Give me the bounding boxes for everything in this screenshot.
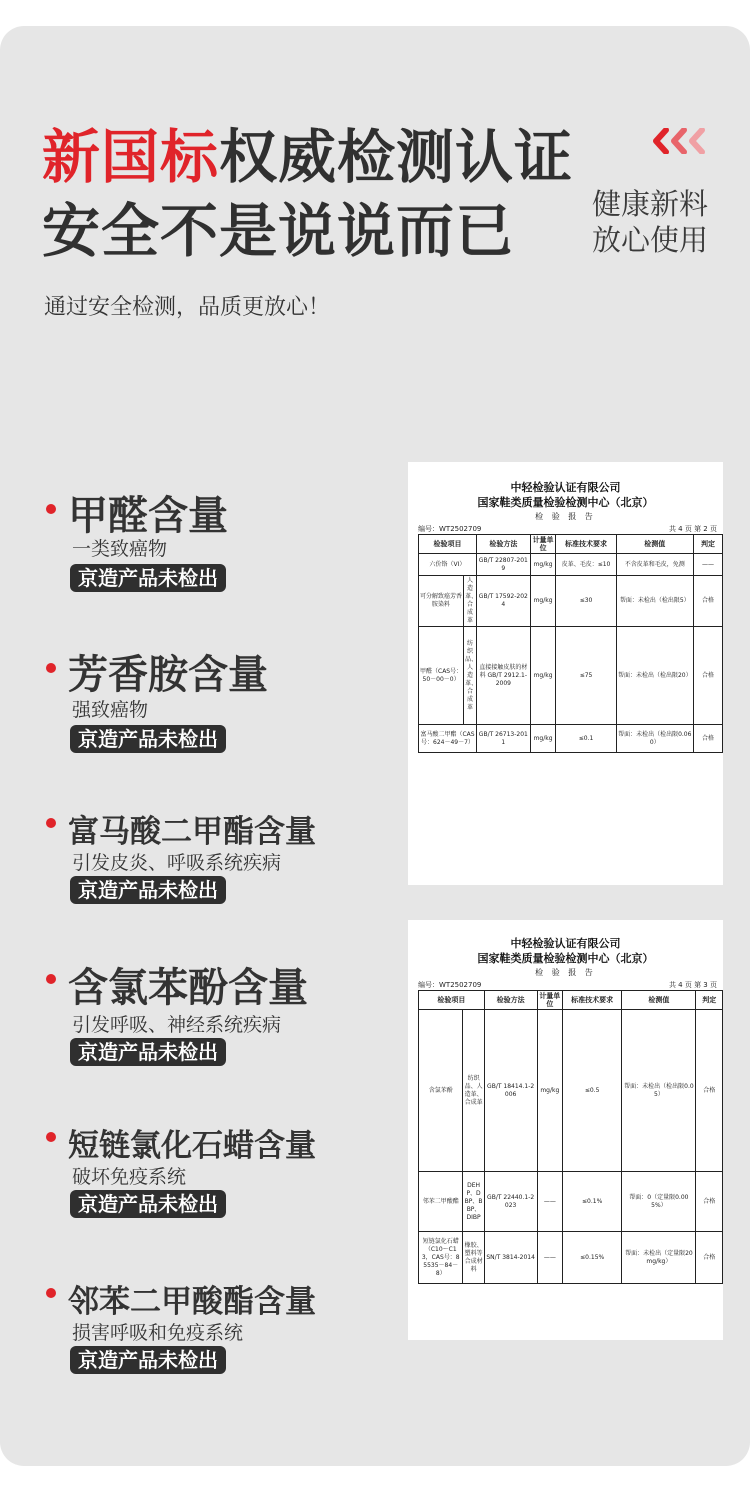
headline-line2: 安全不是说说而已	[42, 197, 515, 265]
report-table	[418, 990, 723, 1284]
cell-method: GB/T 18414.1-2006	[484, 1010, 537, 1172]
cell-judgement: 合格	[696, 1172, 723, 1232]
cell-requirement: ≤75	[556, 627, 616, 725]
table-header-row	[419, 991, 723, 1010]
cell-value: 帮面：未检出（定量限20mg/kg）	[622, 1232, 696, 1284]
column-header: 检验项目	[419, 535, 477, 554]
item-desc: 引发呼吸、神经系统疾病	[72, 1014, 282, 1036]
column-header: 检验方法	[476, 535, 530, 554]
table-row	[419, 1010, 723, 1172]
cell-method: GB/T 22807-2019	[476, 554, 530, 576]
cell-method: GB/T 22440.1-2023	[484, 1172, 537, 1232]
item-title: 芳香胺含量	[68, 652, 268, 698]
tagline: 通过安全检测，品质更放心！	[44, 295, 331, 320]
cell-sub: 纺织品、人造革、合成革	[463, 1010, 484, 1172]
column-header: 标准技术要求	[556, 535, 616, 554]
column-header: 检验方法	[484, 991, 537, 1010]
cell-requirement: ≤30	[556, 576, 616, 627]
table-row	[419, 554, 723, 576]
table-row	[419, 1232, 723, 1284]
item-title: 邻苯二甲酸酯含量	[68, 1284, 316, 1320]
report-title: 检 验 报 告	[535, 512, 596, 521]
cell-requirement: 皮革、毛皮：≤10	[556, 554, 616, 576]
cell-sub: DEHP、DBP、BBP、DIBP	[463, 1172, 484, 1232]
column-header: 计量单位	[530, 535, 556, 554]
cell-judgement: ——	[693, 554, 722, 576]
cell-method: GB/T 26713-2011	[476, 725, 530, 753]
cell-unit: mg/kg	[530, 725, 556, 753]
report-number: 编号：WT2502709	[418, 981, 482, 989]
item-desc: 损害呼吸和免疫系统	[72, 1322, 244, 1344]
headline-highlight: 新国标	[42, 123, 220, 191]
table-header-row	[419, 535, 723, 554]
status-badge: 京造产品未检出	[70, 564, 226, 592]
cell-unit: ——	[537, 1172, 562, 1232]
side-note	[592, 186, 708, 258]
cell-judgement: 合格	[696, 1010, 723, 1172]
table-row	[419, 725, 723, 753]
cell-judgement: 合格	[693, 725, 722, 753]
test-report-document	[408, 920, 723, 1340]
headline-rest: 权威检测认证	[219, 123, 574, 191]
cell-value: 帮面：未检出（检出限5）	[616, 576, 693, 627]
report-meta	[408, 980, 723, 990]
cell-item: 六价铬（VI）	[419, 554, 477, 576]
column-header: 判定	[696, 991, 723, 1010]
column-header: 检测值	[616, 535, 693, 554]
status-badge: 京造产品未检出	[70, 1038, 226, 1066]
cell-sub: 橡胶、塑料等合成材料	[463, 1232, 484, 1284]
report-meta	[408, 524, 723, 534]
status-badge: 京造产品未检出	[70, 876, 226, 904]
item-title: 甲醛含量	[68, 493, 228, 539]
headline	[42, 120, 573, 268]
item-desc: 破坏免疫系统	[72, 1166, 187, 1188]
cell-item: 含氯苯酚	[419, 1010, 463, 1172]
cell-requirement: ≤0.15%	[563, 1232, 622, 1284]
report-center: 国家鞋类质量检验检测中心（北京）	[477, 496, 654, 509]
bullet-dot	[46, 663, 56, 673]
bullet-dot	[46, 974, 56, 984]
column-header: 检验项目	[419, 991, 485, 1010]
status-badge: 京造产品未检出	[70, 725, 226, 753]
cell-item: 可分解致癌芳香胺染料	[419, 576, 464, 627]
report-center: 国家鞋类质量检验检测中心（北京）	[477, 952, 654, 965]
cell-requirement: ≤0.1	[556, 725, 616, 753]
item-desc: 引发皮炎、呼吸系统疾病	[72, 852, 282, 874]
cell-unit: mg/kg	[537, 1010, 562, 1172]
cell-sub: 纺织品、人造革、合成革	[464, 627, 477, 725]
cell-requirement: ≤0.1%	[563, 1172, 622, 1232]
cell-method: 直接接触皮肤的材料 GB/T 2912.1-2009	[476, 627, 530, 725]
column-header: 计量单位	[537, 991, 562, 1010]
status-badge: 京造产品未检出	[70, 1346, 226, 1374]
item-desc: 一类致癌物	[72, 538, 168, 560]
table-row	[419, 1172, 723, 1232]
side-note-line2: 放心使用	[592, 223, 709, 257]
cell-unit: mg/kg	[530, 554, 556, 576]
report-org: 中轻检验认证有限公司	[510, 481, 621, 494]
cell-judgement: 合格	[693, 627, 722, 725]
cell-item: 甲醛（CAS号：50－00－0）	[419, 627, 464, 725]
report-org: 中轻检验认证有限公司	[510, 937, 621, 950]
cell-item: 短链氯化石蜡（C10～C13，CAS号：85535－84－8）	[419, 1232, 463, 1284]
cell-judgement: 合格	[696, 1232, 723, 1284]
item-title: 短链氯化石蜡含量	[68, 1128, 316, 1164]
bullet-dot	[46, 1132, 56, 1142]
item-desc: 强致癌物	[72, 699, 149, 721]
bullet-dot	[46, 1288, 56, 1298]
cell-value: 帮面：未检出（检出限0.060）	[616, 725, 693, 753]
column-header: 判定	[693, 535, 722, 554]
report-table	[418, 534, 723, 753]
chevron-left-icon	[650, 128, 714, 154]
cell-requirement: ≤0.5	[563, 1010, 622, 1172]
report-page: 共 4 页 第 2 页	[668, 525, 717, 533]
cell-judgement: 合格	[693, 576, 722, 627]
report-number: 编号：WT2502709	[418, 525, 482, 533]
status-badge: 京造产品未检出	[70, 1190, 226, 1218]
cell-value: 帮面：未检出（检出限0.05）	[622, 1010, 696, 1172]
cell-value: 帮面：0（定量限0.005%）	[622, 1172, 696, 1232]
cell-sub: 人造革、合成革	[464, 576, 477, 627]
table-row	[419, 627, 723, 725]
table-row	[419, 576, 723, 627]
cell-unit: mg/kg	[530, 627, 556, 725]
side-note-line1: 健康新料	[592, 187, 709, 221]
report-title: 检 验 报 告	[535, 968, 596, 977]
bullet-dot	[46, 504, 56, 514]
column-header: 检测值	[622, 991, 696, 1010]
cell-value: 帮面：未检出（检出限20）	[616, 627, 693, 725]
cell-unit: ——	[537, 1232, 562, 1284]
cell-value: 不含皮革和毛皮，免测	[616, 554, 693, 576]
test-report-document	[408, 462, 723, 885]
cell-method: SN/T 3814-2014	[484, 1232, 537, 1284]
bullet-dot	[46, 818, 56, 828]
column-header: 标准技术要求	[563, 991, 622, 1010]
cell-item: 富马酸二甲酯（CAS号：624－49－7）	[419, 725, 477, 753]
cell-item: 邻苯二甲酸酯	[419, 1172, 463, 1232]
item-title: 含氯苯酚含量	[68, 965, 308, 1011]
cell-method: GB/T 17592-2024	[476, 576, 530, 627]
report-page: 共 4 页 第 3 页	[668, 981, 717, 989]
item-title: 富马酸二甲酯含量	[68, 814, 316, 850]
cell-unit: mg/kg	[530, 576, 556, 627]
